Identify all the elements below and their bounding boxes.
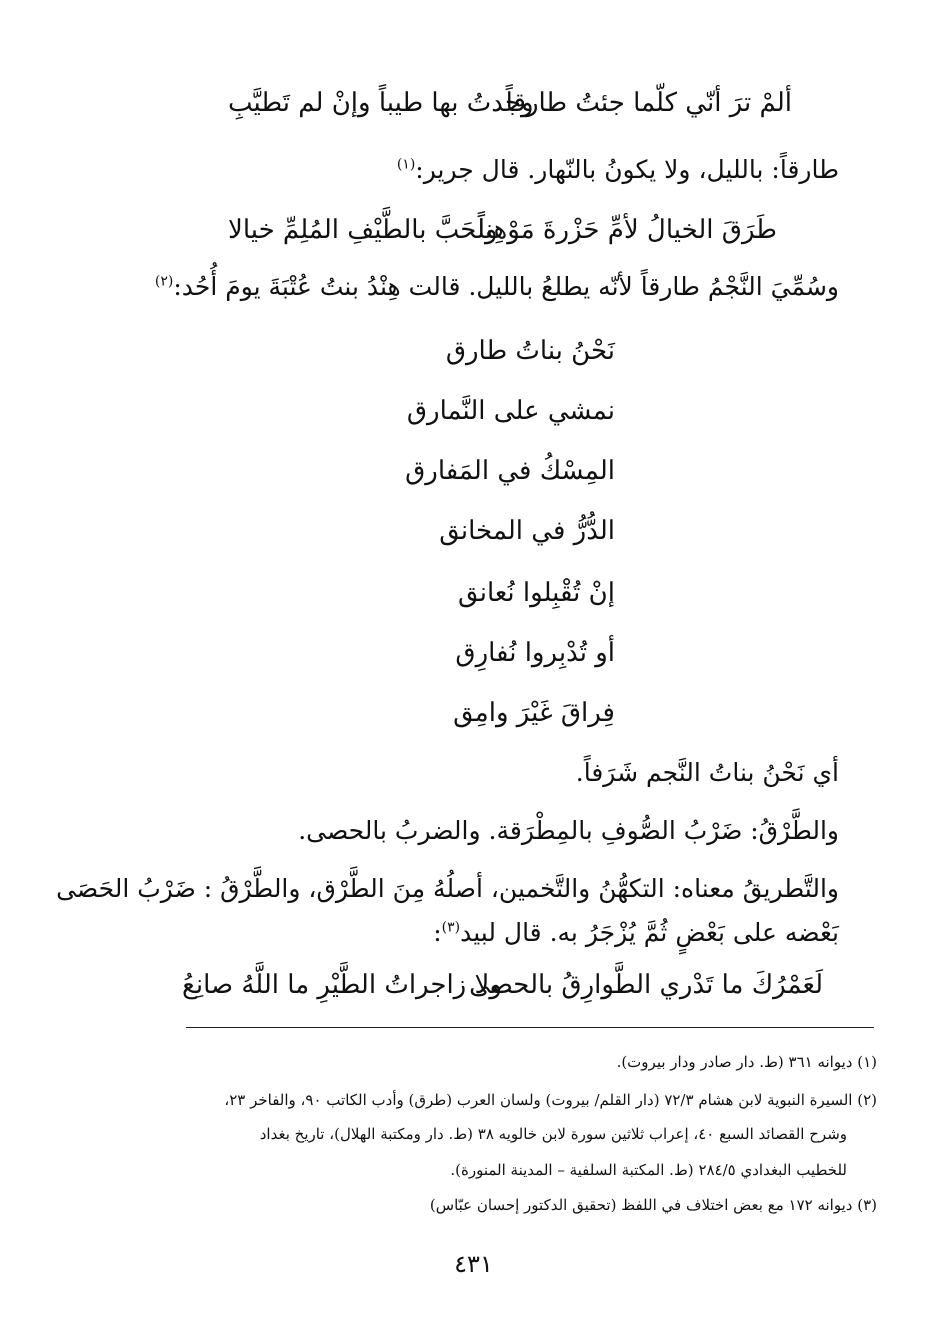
verse-2-hemistich-2: ولَحَبَّ بالطَّيْفِ المُلِمِّ خيالا	[228, 215, 498, 245]
prose-line-2	[155, 272, 839, 302]
verse-1-hemistich-2: وجدتُ بها طيباً وإنْ لم تَطيَّبِ	[228, 88, 534, 118]
footnote-3: (٣) ديوانه ١٧٢ مع بعض اختلاف في اللفظ (تحقيق الدكتور إحسان عبّاس)	[429, 1196, 877, 1214]
footnote-ref-3: (٣)	[441, 919, 461, 936]
footnote-2: (٢) السيرة النبوية لابن هشام ٧٢/٣ (دار القلم/ بيروت) ولسان العرب (طرق) وأدب الكاتب ٩٠، والفاخر ٢٣،	[224, 1091, 877, 1109]
footnote-1: (١) ديوانه ٣٦١ (ط. دار صادر ودار بيروت).	[616, 1053, 877, 1071]
prose-line-4: والطَّرْقُ: ضَرْبُ الصُّوفِ بالمِطْرَقة. والضربُ بالحصى.	[298, 816, 839, 845]
page-number: ٤٣١	[454, 1250, 493, 1278]
verse-3-hemistich-2: ولا زاجراتُ الطَّيْرِ ما اللَّهُ صانِعُ	[182, 970, 502, 1000]
rajaz-line: أو تُدْبِروا نُفارِق	[455, 638, 615, 668]
rajaz-line: نمشي على النَّمارق	[406, 396, 615, 426]
verse-3-hemistich-1: لَعَمْرُكَ ما تَدْري الطَّوارِقُ بالحصى	[469, 970, 823, 1000]
prose-line-6	[433, 918, 839, 948]
rajaz-line: نَحْنُ بناتُ طارق	[445, 336, 615, 366]
prose-line-1	[397, 155, 839, 185]
footnote-2-cont: وشرح القصائد السبع ٤٠، إعراب ثلاثين سورة لابن خالويه ٣٨ (ط. دار ومكتبة الهلال)، تاريخ بغداد	[259, 1125, 847, 1143]
prose-text: وسُمِّيَ النَّجْمُ طارقاً لأنّه يطلعُ بالليل. قالت هِنْدُ بنتُ عُتْبَةَ يومَ أُحُد:	[173, 272, 839, 301]
rajaz-line: المِسْكُ في المَفارق	[405, 456, 615, 486]
prose-text: طارقاً: بالليل، ولا يكونُ بالنّهار. قال جرير:	[415, 155, 839, 184]
rajaz-line: فِراقَ غَيْرَ وامِق	[453, 698, 615, 728]
rajaz-line: إنْ تُقْبِلوا نُعانق	[458, 578, 615, 608]
prose-colon: :	[433, 918, 442, 947]
verse-1-hemistich-1: ألمْ ترَ أنّي كلّما جئتُ طارقاً	[505, 88, 792, 118]
footnote-ref-2: (٢)	[154, 273, 174, 290]
prose-line-5: والتَّطريقُ معناه: التكهُّنُ والتَّخمين، أصلُهُ مِنَ الطَّرْق، والطَّرْقُ : ضَرْبُ الحَصَى	[56, 874, 839, 903]
prose-line-3: أي نَحْنُ بناتُ النَّجم شَرَفاً.	[575, 758, 839, 787]
rajaz-line: الدُّرُّ في المخانق	[439, 516, 615, 546]
footnote-2-cont: للخطيب البغدادي ٢٨٤/٥ (ط. المكتبة السلفية – المدينة المنورة).	[450, 1161, 847, 1179]
verse-2-hemistich-1: طَرَقَ الخيالُ لأمِّ حَزْرةَ مَوْهِناً	[477, 215, 777, 245]
footnote-separator	[186, 1027, 874, 1028]
footnote-ref-1: (١)	[396, 156, 416, 173]
prose-text: بَعْضه على بَعْضٍ ثُمَّ يُزْجَرُ به. قال لبيد	[460, 918, 839, 947]
